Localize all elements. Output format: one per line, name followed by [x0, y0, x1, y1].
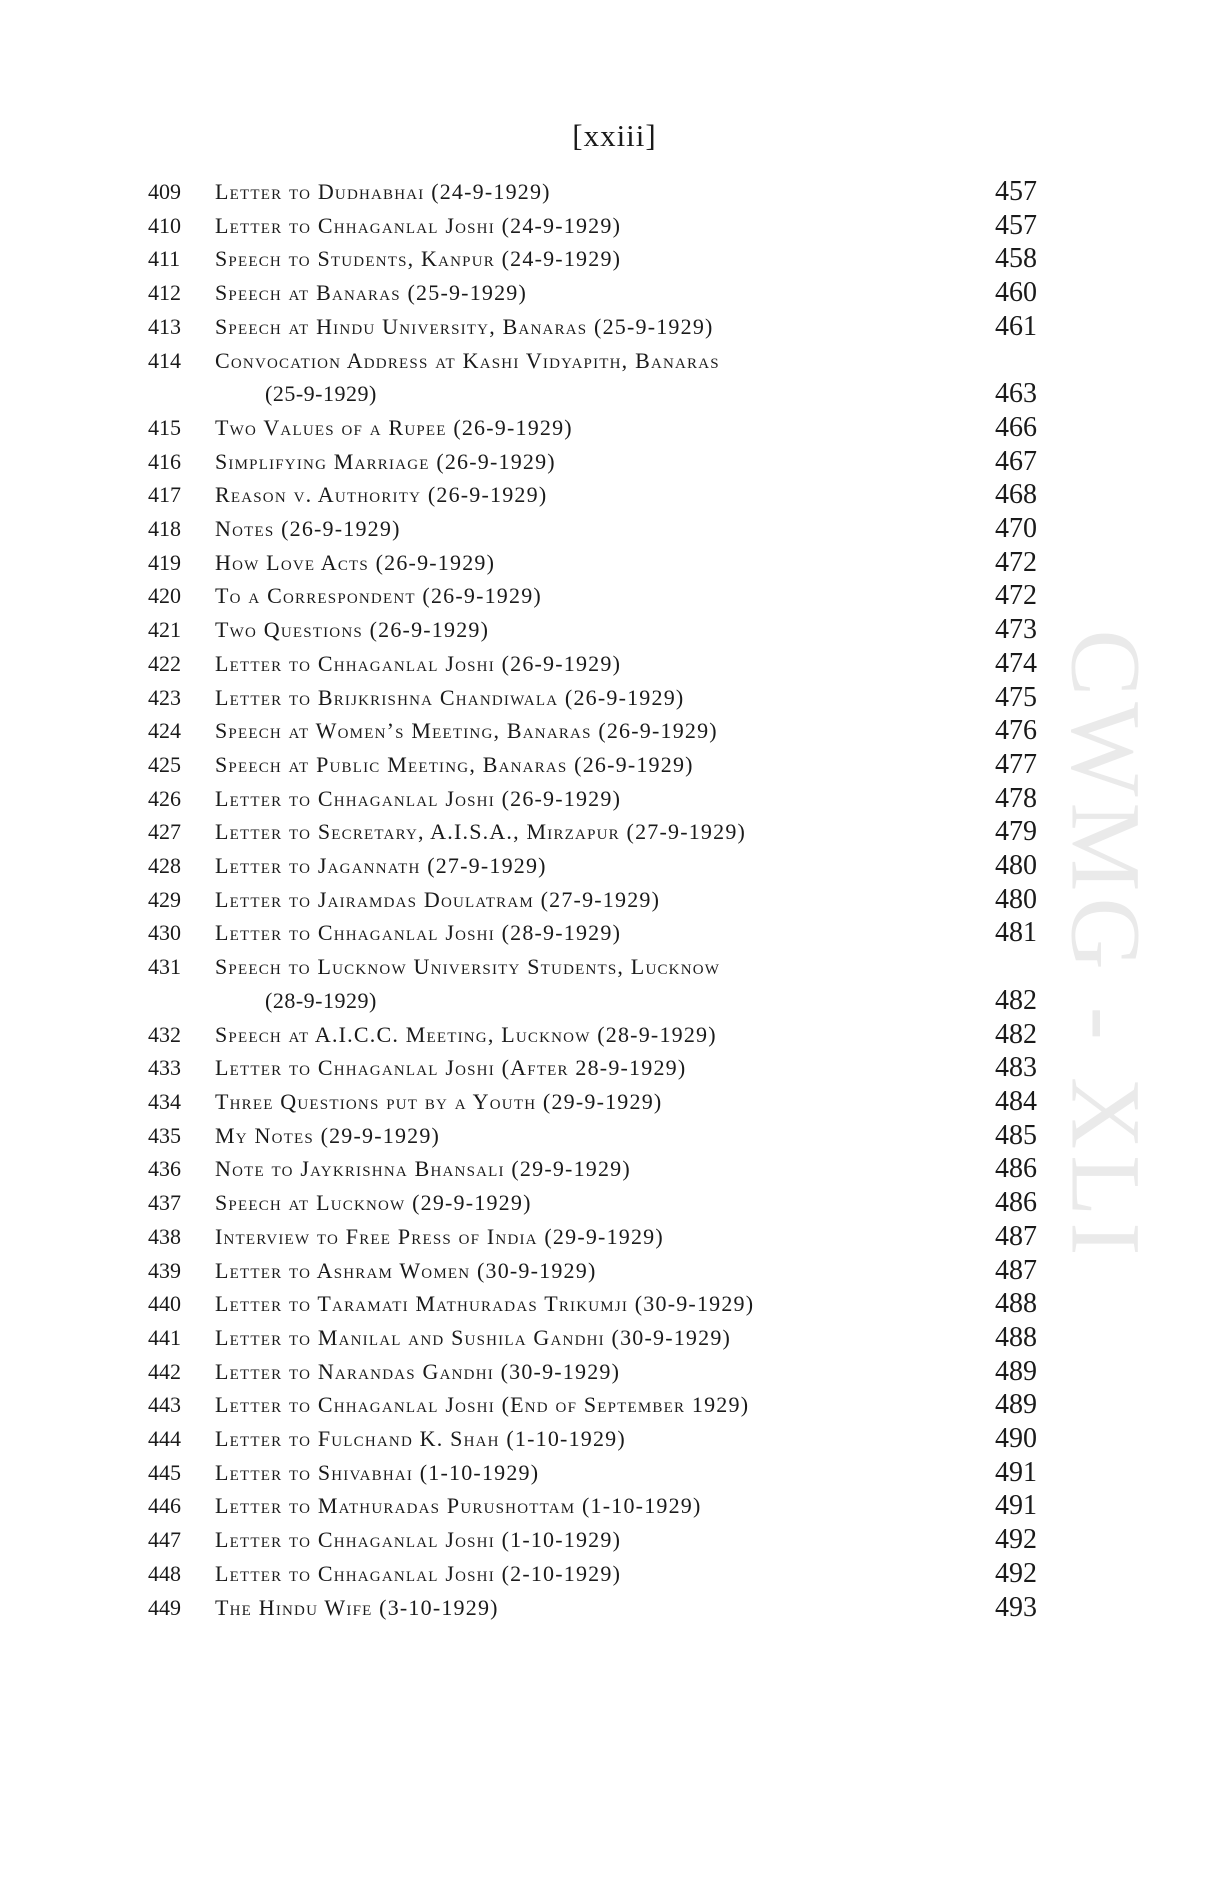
entry-number: 441	[148, 1324, 181, 1350]
entry-title	[215, 1220, 940, 1254]
entry-number: 422	[148, 650, 181, 676]
toc-entry	[0, 849, 1229, 883]
entry-number: 425	[148, 751, 181, 777]
entry-number: 413	[148, 313, 181, 339]
entry-page-number: 484	[995, 1085, 1037, 1117]
toc-entry	[0, 1422, 1229, 1456]
entry-title	[215, 1018, 940, 1052]
entry-number: 438	[148, 1223, 181, 1249]
toc-entry	[0, 1085, 1229, 1119]
entry-number: 417	[148, 482, 181, 508]
toc-entry	[0, 1523, 1229, 1557]
toc-entry	[0, 579, 1229, 613]
toc-entry	[0, 1557, 1229, 1591]
entry-title	[215, 681, 940, 715]
entry-title-text: Letter to Chhaganlal Joshi (28-9-1929)	[215, 920, 622, 946]
entry-title	[215, 613, 940, 647]
entry-number: 423	[148, 684, 181, 710]
toc-entry	[0, 681, 1229, 715]
entry-title	[215, 546, 940, 580]
entry-title-text: Speech at Hindu University, Banaras (25-9-1929)	[215, 313, 714, 339]
entry-title-text: Two Questions (26-9-1929)	[215, 617, 490, 643]
entry-title-text: Letter to Chhaganlal Joshi (End of September 1929)	[215, 1392, 750, 1418]
entry-title-text: Letter to Chhaganlal Joshi (26-9-1929)	[215, 650, 622, 676]
entry-number: 414	[148, 347, 181, 373]
entry-title	[215, 242, 940, 276]
entry-title-text: Speech at Lucknow (29-9-1929)	[215, 1190, 532, 1216]
page-header: [xxiii]	[572, 118, 657, 153]
entry-title-text: Speech at Public Meeting, Banaras (26-9-1929)	[215, 751, 694, 777]
entry-title	[215, 1388, 940, 1422]
entry-title	[215, 950, 940, 1017]
entry-page-number: 485	[995, 1119, 1037, 1151]
entry-page-number: 492	[995, 1524, 1037, 1556]
entry-number: 411	[148, 246, 181, 272]
watermark-text: CWMG - XLI	[1050, 628, 1162, 1262]
toc-entry	[0, 1051, 1229, 1085]
entry-number: 418	[148, 516, 181, 542]
entry-number: 449	[148, 1594, 181, 1620]
entry-page-number: 470	[995, 513, 1037, 545]
toc-entry	[0, 546, 1229, 580]
entry-page-number: 474	[995, 647, 1037, 679]
entry-number: 415	[148, 414, 181, 440]
entry-page-number: 489	[995, 1355, 1037, 1387]
entry-title	[215, 883, 940, 917]
entry-title-text: The Hindu Wife (3-10-1929)	[215, 1594, 499, 1620]
entry-title-text: Speech to Lucknow University Students, Lucknow	[215, 954, 721, 980]
entry-page-number: 457	[995, 209, 1037, 241]
toc-entry	[0, 1388, 1229, 1422]
toc-entry	[0, 1018, 1229, 1052]
entry-page-number: 491	[995, 1490, 1037, 1522]
entry-number: 416	[148, 448, 181, 474]
toc-entry	[0, 950, 1229, 1017]
entry-title	[215, 815, 940, 849]
entry-page-number: 487	[995, 1220, 1037, 1252]
toc-entry	[0, 344, 1229, 411]
entry-title	[215, 1152, 940, 1186]
entry-title	[215, 916, 940, 950]
toc-entry	[0, 1591, 1229, 1625]
entry-number: 429	[148, 886, 181, 912]
toc-entry	[0, 310, 1229, 344]
toc-entry	[0, 1186, 1229, 1220]
entry-title	[215, 209, 940, 243]
entry-page-number: 488	[995, 1321, 1037, 1353]
entry-number: 437	[148, 1190, 181, 1216]
entry-title	[215, 344, 940, 411]
entry-title-text: Two Values of a Rupee (26-9-1929)	[215, 414, 573, 440]
entry-title-text: Letter to Ashram Women (30-9-1929)	[215, 1257, 597, 1283]
toc-entry	[0, 613, 1229, 647]
entry-title-text: Letter to Chhaganlal Joshi (1-10-1929)	[215, 1527, 622, 1553]
toc-entry	[0, 1254, 1229, 1288]
entry-title-continuation: (25-9-1929)	[265, 381, 377, 407]
entry-page-number: 486	[995, 1153, 1037, 1185]
entry-title	[215, 714, 940, 748]
entry-title-text: Letter to Dudhabhai (24-9-1929)	[215, 179, 551, 204]
entry-page-number: 478	[995, 782, 1037, 814]
toc-entry	[0, 209, 1229, 243]
entry-number: 447	[148, 1527, 181, 1553]
entry-title	[215, 1557, 940, 1591]
entry-title	[215, 1085, 940, 1119]
entry-title	[215, 1051, 940, 1085]
entry-title	[215, 647, 940, 681]
entry-page-number: 472	[995, 546, 1037, 578]
entry-page-number: 468	[995, 479, 1037, 511]
entry-page-number: 482	[995, 984, 1037, 1016]
entry-title	[215, 579, 940, 613]
entry-page-number: 472	[995, 580, 1037, 612]
entry-title-text: Letter to Mathuradas Purushottam (1-10-1929)	[215, 1493, 702, 1519]
toc-entry	[0, 1119, 1229, 1153]
entry-page-number: 466	[995, 411, 1037, 443]
toc-entry	[0, 916, 1229, 950]
entry-title	[215, 1186, 940, 1220]
entry-page-number: 473	[995, 614, 1037, 646]
entry-number: 443	[148, 1392, 181, 1418]
entry-number: 448	[148, 1560, 181, 1586]
entry-title-text: Note to Jaykrishna Bhansali (29-9-1929)	[215, 1156, 631, 1182]
entry-number: 419	[148, 549, 181, 575]
entry-title-text: Letter to Chhaganlal Joshi (After 28-9-1929)	[215, 1055, 687, 1081]
entry-title-text: How Love Acts (26-9-1929)	[215, 549, 496, 575]
entry-page-number: 492	[995, 1557, 1037, 1589]
entry-title-text: Letter to Fulchand K. Shah (1-10-1929)	[215, 1426, 626, 1452]
entry-page-number: 482	[995, 1018, 1037, 1050]
toc-entry	[0, 815, 1229, 849]
entry-title-text: Letter to Chhaganlal Joshi (2-10-1929)	[215, 1560, 622, 1586]
entry-title	[215, 1119, 940, 1153]
entry-title	[215, 512, 940, 546]
toc-entry	[0, 1220, 1229, 1254]
entry-number: 445	[148, 1459, 181, 1485]
entry-page-number: 460	[995, 277, 1037, 309]
entry-number: 446	[148, 1493, 181, 1519]
entry-title-continuation: (28-9-1929)	[265, 987, 377, 1013]
entry-page-number: 481	[995, 917, 1037, 949]
entry-number: 421	[148, 617, 181, 643]
entry-title-text: Letter to Jairamdas Doulatram (27-9-1929)	[215, 886, 661, 912]
toc-entry	[0, 242, 1229, 276]
entry-title-text: Reason v. Authority (26-9-1929)	[215, 482, 548, 508]
entry-title-text: Speech at Banaras (25-9-1929)	[215, 280, 528, 306]
entry-page-number: 475	[995, 681, 1037, 713]
toc-entry	[0, 512, 1229, 546]
entry-title	[215, 1254, 940, 1288]
entry-title-text: Speech at Women’s Meeting, Banaras (26-9-1929)	[215, 718, 718, 744]
entry-title	[215, 1523, 940, 1557]
toc-entry	[0, 782, 1229, 816]
entry-title-text: Letter to Chhaganlal Joshi (26-9-1929)	[215, 785, 622, 811]
entry-title	[215, 445, 940, 479]
entry-page-number: 457	[995, 176, 1037, 207]
entry-number: 440	[148, 1291, 181, 1317]
entry-page-number: 491	[995, 1456, 1037, 1488]
entry-title	[215, 276, 940, 310]
entry-title	[215, 1287, 940, 1321]
entry-number: 442	[148, 1358, 181, 1384]
entry-number: 428	[148, 853, 181, 879]
entry-title-text: Three Questions put by a Youth (29-9-1929)	[215, 1088, 663, 1114]
toc-entry	[0, 748, 1229, 782]
entry-title-text: Letter to Secretary, A.I.S.A., Mirzapur (27-9-1929)	[215, 819, 747, 845]
entry-page-number: 458	[995, 243, 1037, 275]
entry-number: 427	[148, 819, 181, 845]
entry-title	[215, 1489, 940, 1523]
entry-page-number: 476	[995, 715, 1037, 747]
toc-entry	[0, 1287, 1229, 1321]
entry-page-number: 463	[995, 378, 1037, 410]
entry-number: 433	[148, 1055, 181, 1081]
entry-title-text: Letter to Chhaganlal Joshi (24-9-1929)	[215, 212, 622, 238]
entry-number: 424	[148, 718, 181, 744]
toc-entry	[0, 1321, 1229, 1355]
entry-page-number: 483	[995, 1052, 1037, 1084]
entry-title	[215, 1591, 940, 1625]
entry-page-number: 480	[995, 850, 1037, 882]
entry-page-number: 479	[995, 816, 1037, 848]
entry-title-text: Letter to Narandas Gandhi (30-9-1929)	[215, 1358, 621, 1384]
entry-title-text: Convocation Address at Kashi Vidyapith, Banaras	[215, 347, 720, 373]
entry-title	[215, 849, 940, 883]
entry-title-text: Interview to Free Press of India (29-9-1929)	[215, 1223, 664, 1249]
entry-number: 412	[148, 280, 181, 306]
entry-page-number: 486	[995, 1187, 1037, 1219]
entry-title-text: Letter to Jagannath (27-9-1929)	[215, 853, 547, 879]
entry-page-number: 488	[995, 1288, 1037, 1320]
entry-number: 444	[148, 1426, 181, 1452]
entry-title	[215, 310, 940, 344]
entry-page-number: 461	[995, 310, 1037, 342]
entry-number: 409	[148, 179, 181, 204]
toc-entry	[0, 411, 1229, 445]
entry-page-number: 493	[995, 1591, 1037, 1623]
entry-title-text: Letter to Manilal and Sushila Gandhi (30-9-1929)	[215, 1324, 732, 1350]
entry-title	[215, 1355, 940, 1389]
table-of-contents	[0, 175, 1229, 1624]
toc-entry	[0, 276, 1229, 310]
entry-title-text: Notes (26-9-1929)	[215, 516, 401, 542]
entry-title-text: Speech at A.I.C.C. Meeting, Lucknow (28-9-1929)	[215, 1021, 717, 1047]
entry-page-number: 489	[995, 1389, 1037, 1421]
toc-entry	[0, 1489, 1229, 1523]
entry-number: 436	[148, 1156, 181, 1182]
entry-title	[215, 1456, 940, 1490]
entry-title-text: Letter to Taramati Mathuradas Trikumji (30-9-1929)	[215, 1291, 755, 1317]
toc-entry	[0, 1355, 1229, 1389]
entry-title	[215, 175, 940, 209]
entry-number: 426	[148, 785, 181, 811]
entry-title	[215, 1422, 940, 1456]
entry-number: 434	[148, 1088, 181, 1114]
entry-page-number: 487	[995, 1254, 1037, 1286]
entry-title	[215, 411, 940, 445]
entry-page-number: 477	[995, 748, 1037, 780]
entry-title-text: Simplifying Marriage (26-9-1929)	[215, 448, 556, 474]
entry-title-text: My Notes (29-9-1929)	[215, 1122, 441, 1148]
toc-entry	[0, 883, 1229, 917]
entry-number: 431	[148, 954, 181, 980]
entry-title-text: Letter to Shivabhai (1-10-1929)	[215, 1459, 540, 1485]
entry-title	[215, 748, 940, 782]
entry-page-number: 480	[995, 883, 1037, 915]
entry-title-text: Letter to Brijkrishna Chandiwala (26-9-1929)	[215, 684, 685, 710]
entry-number: 410	[148, 212, 181, 238]
entry-number: 432	[148, 1021, 181, 1047]
entry-title-text: Speech to Students, Kanpur (24-9-1929)	[215, 246, 622, 272]
entry-title-text: To a Correspondent (26-9-1929)	[215, 583, 542, 609]
toc-entry	[0, 647, 1229, 681]
entry-number: 435	[148, 1122, 181, 1148]
toc-entry	[0, 1456, 1229, 1490]
toc-entry	[0, 714, 1229, 748]
entry-title	[215, 1321, 940, 1355]
entry-number: 420	[148, 583, 181, 609]
toc-entry	[0, 478, 1229, 512]
toc-entry	[0, 445, 1229, 479]
entry-title	[215, 782, 940, 816]
entry-page-number: 467	[995, 445, 1037, 477]
toc-entry	[0, 1152, 1229, 1186]
toc-entry	[0, 175, 1229, 209]
entry-number: 430	[148, 920, 181, 946]
entry-number: 439	[148, 1257, 181, 1283]
entry-title	[215, 478, 940, 512]
entry-page-number: 490	[995, 1423, 1037, 1455]
